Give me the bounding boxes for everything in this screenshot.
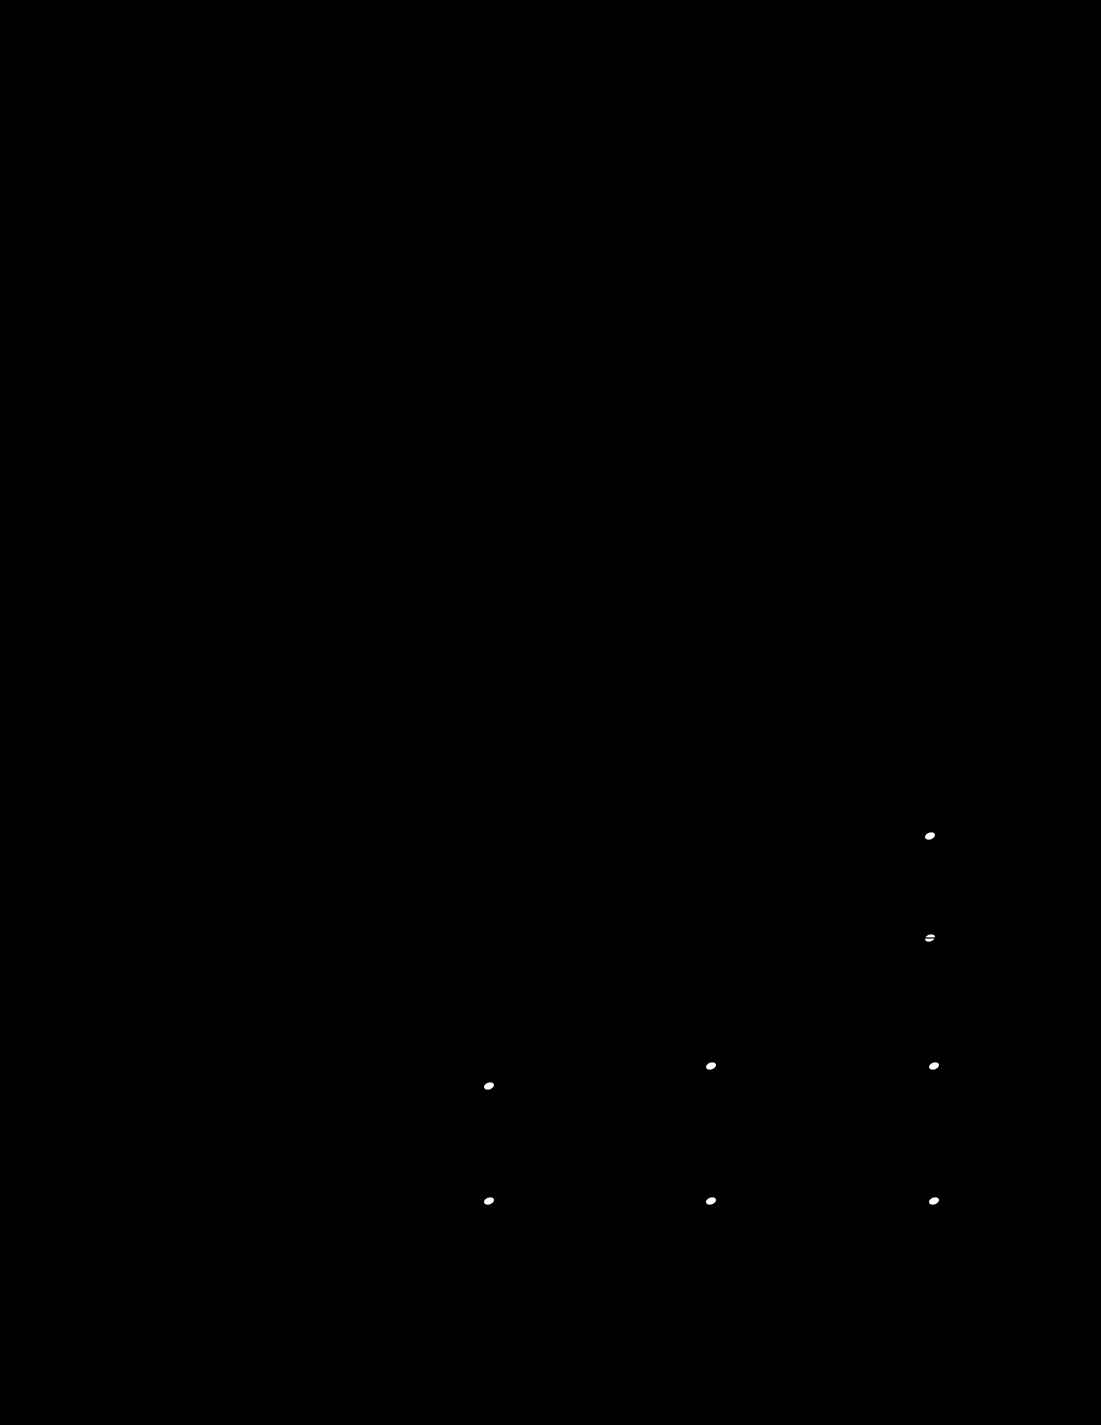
dynamic-p: p bbox=[302, 1005, 321, 1035]
half-rest-icon bbox=[347, 1061, 361, 1066]
beam bbox=[362, 981, 390, 986]
half-rest-icon bbox=[347, 1191, 361, 1196]
beam bbox=[810, 966, 838, 971]
beam bbox=[586, 976, 615, 981]
dynamic-p: p bbox=[472, 1233, 491, 1263]
sop-m5-beam bbox=[374, 820, 402, 825]
dynamic-p: p bbox=[302, 886, 321, 916]
sop-m7-beam bbox=[822, 795, 850, 800]
dynamic-p: p bbox=[472, 1103, 491, 1133]
sop-m6-beam bbox=[598, 815, 627, 820]
